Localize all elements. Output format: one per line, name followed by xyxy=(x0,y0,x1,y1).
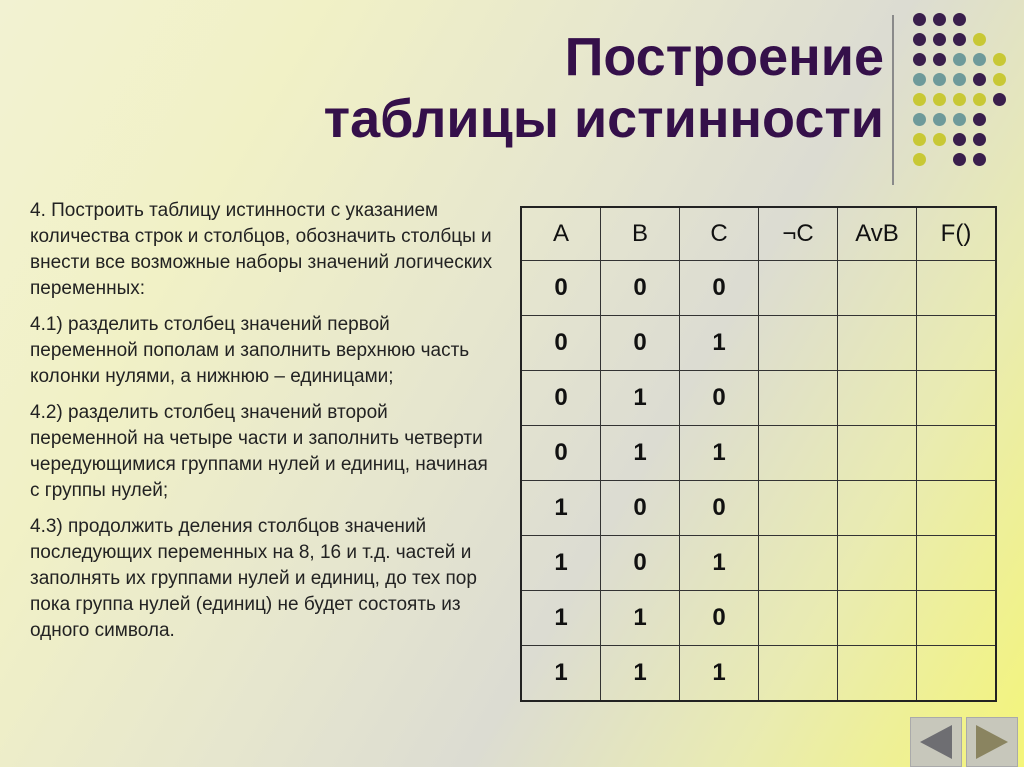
instructions-text xyxy=(30,198,500,654)
table-cell: 0 xyxy=(521,371,601,426)
table-cell xyxy=(917,371,997,426)
next-slide-button[interactable] xyxy=(966,717,1018,767)
decor-dot xyxy=(913,93,926,106)
table-row xyxy=(521,536,996,591)
decor-dot xyxy=(913,73,926,86)
previous-slide-button[interactable] xyxy=(910,717,962,767)
decor-dot xyxy=(953,13,966,26)
table-row xyxy=(521,261,996,316)
table-cell: 0 xyxy=(601,261,680,316)
table-cell xyxy=(838,481,917,536)
decor-dot xyxy=(953,113,966,126)
decor-dot xyxy=(973,53,986,66)
decor-dot xyxy=(933,93,946,106)
decor-dot xyxy=(973,133,986,146)
decor-dot xyxy=(993,93,1006,106)
decor-dot xyxy=(973,73,986,86)
table-cell xyxy=(759,646,838,702)
truth-table xyxy=(520,206,997,702)
table-cell: 0 xyxy=(601,481,680,536)
table-cell: 1 xyxy=(601,371,680,426)
table-cell: 0 xyxy=(680,371,759,426)
decor-dot xyxy=(933,113,946,126)
table-row xyxy=(521,371,996,426)
table-cell xyxy=(838,426,917,481)
instruction-step-4-1: 4.1) разделить столбец значений первой переменной пополам и заполнить верхнюю часть колонки нулями, а нижнюю – единицами; xyxy=(30,314,470,387)
slide-title-line-2: таблицы истинности xyxy=(323,89,884,149)
table-cell: 1 xyxy=(601,646,680,702)
table-cell xyxy=(759,536,838,591)
table-cell xyxy=(917,316,997,371)
decor-dot xyxy=(993,53,1006,66)
table-row xyxy=(521,481,996,536)
decor-dot xyxy=(973,93,986,106)
triangle-left-icon xyxy=(920,725,952,759)
table-cell: 1 xyxy=(521,536,601,591)
table-cell: 1 xyxy=(521,646,601,702)
column-header-b: B xyxy=(601,207,680,261)
table-cell: 1 xyxy=(601,426,680,481)
decor-dot xyxy=(913,133,926,146)
decor-dot xyxy=(933,53,946,66)
column-header-a: A xyxy=(521,207,601,261)
table-cell xyxy=(838,316,917,371)
table-cell xyxy=(917,591,997,646)
table-cell xyxy=(759,316,838,371)
decor-dot xyxy=(913,153,926,166)
table-cell xyxy=(759,371,838,426)
instruction-step-4: 4. Построить таблицу истинности с указанием количества строк и столбцов, обозначить столбцы и внести все возможные наборы значений логических переменных: xyxy=(30,200,493,299)
decor-dot xyxy=(913,53,926,66)
decor-dot xyxy=(993,73,1006,86)
table-cell: 1 xyxy=(680,426,759,481)
table-cell xyxy=(759,426,838,481)
decor-dot xyxy=(953,73,966,86)
slide-title-line-1: Построение xyxy=(564,27,884,87)
decor-dot xyxy=(953,53,966,66)
table-cell xyxy=(838,371,917,426)
title-divider xyxy=(892,15,894,185)
table-cell xyxy=(917,261,997,316)
decor-dot xyxy=(973,153,986,166)
table-row xyxy=(521,591,996,646)
table-cell: 0 xyxy=(680,591,759,646)
decor-dot xyxy=(933,133,946,146)
table-cell xyxy=(759,591,838,646)
table-cell xyxy=(838,536,917,591)
table-cell: 0 xyxy=(521,426,601,481)
table-cell xyxy=(759,481,838,536)
table-cell: 1 xyxy=(521,481,601,536)
decor-dot xyxy=(913,13,926,26)
column-header-c: C xyxy=(680,207,759,261)
truth-table-header-row xyxy=(521,207,996,261)
table-cell xyxy=(917,481,997,536)
table-row xyxy=(521,316,996,371)
table-cell: 1 xyxy=(680,316,759,371)
decor-dot xyxy=(933,33,946,46)
table-row xyxy=(521,646,996,702)
table-cell: 0 xyxy=(601,316,680,371)
table-cell: 0 xyxy=(680,261,759,316)
decor-dot xyxy=(953,33,966,46)
table-cell: 1 xyxy=(521,591,601,646)
table-cell xyxy=(838,261,917,316)
decor-dot xyxy=(953,93,966,106)
table-row xyxy=(521,426,996,481)
instruction-step-4-2: 4.2) разделить столбец значений второй переменной на четыре части и заполнить четверти чередующимися группами нулей и единиц, начиная с группы нулей; xyxy=(30,402,488,501)
table-cell xyxy=(838,591,917,646)
table-cell: 1 xyxy=(680,646,759,702)
decor-dot xyxy=(953,133,966,146)
table-cell: 0 xyxy=(601,536,680,591)
table-cell xyxy=(917,426,997,481)
table-cell xyxy=(838,646,917,702)
decor-dot xyxy=(933,13,946,26)
column-header-f: F() xyxy=(917,207,997,261)
decor-dot xyxy=(933,73,946,86)
decorative-dots-grid xyxy=(910,13,1020,163)
table-cell xyxy=(759,261,838,316)
column-header-not-c: ¬C xyxy=(759,207,838,261)
table-cell: 0 xyxy=(680,481,759,536)
decor-dot xyxy=(973,113,986,126)
table-cell: 0 xyxy=(521,261,601,316)
column-header-a-or-b: AvB xyxy=(838,207,917,261)
instruction-step-4-3: 4.3) продолжить деления столбцов значений последующих переменных на 8, 16 и т.д. частей и заполнять их группами нулей и единиц, до тех пор пока группа нулей (единиц) не будет состоять из одного символа. xyxy=(30,516,477,641)
decor-dot xyxy=(973,33,986,46)
table-cell: 1 xyxy=(601,591,680,646)
table-cell: 1 xyxy=(680,536,759,591)
decor-dot xyxy=(953,153,966,166)
triangle-right-icon xyxy=(976,725,1008,759)
table-cell xyxy=(917,536,997,591)
table-cell: 0 xyxy=(521,316,601,371)
table-cell xyxy=(917,646,997,702)
decor-dot xyxy=(913,33,926,46)
slide-title xyxy=(324,26,884,150)
decor-dot xyxy=(913,113,926,126)
